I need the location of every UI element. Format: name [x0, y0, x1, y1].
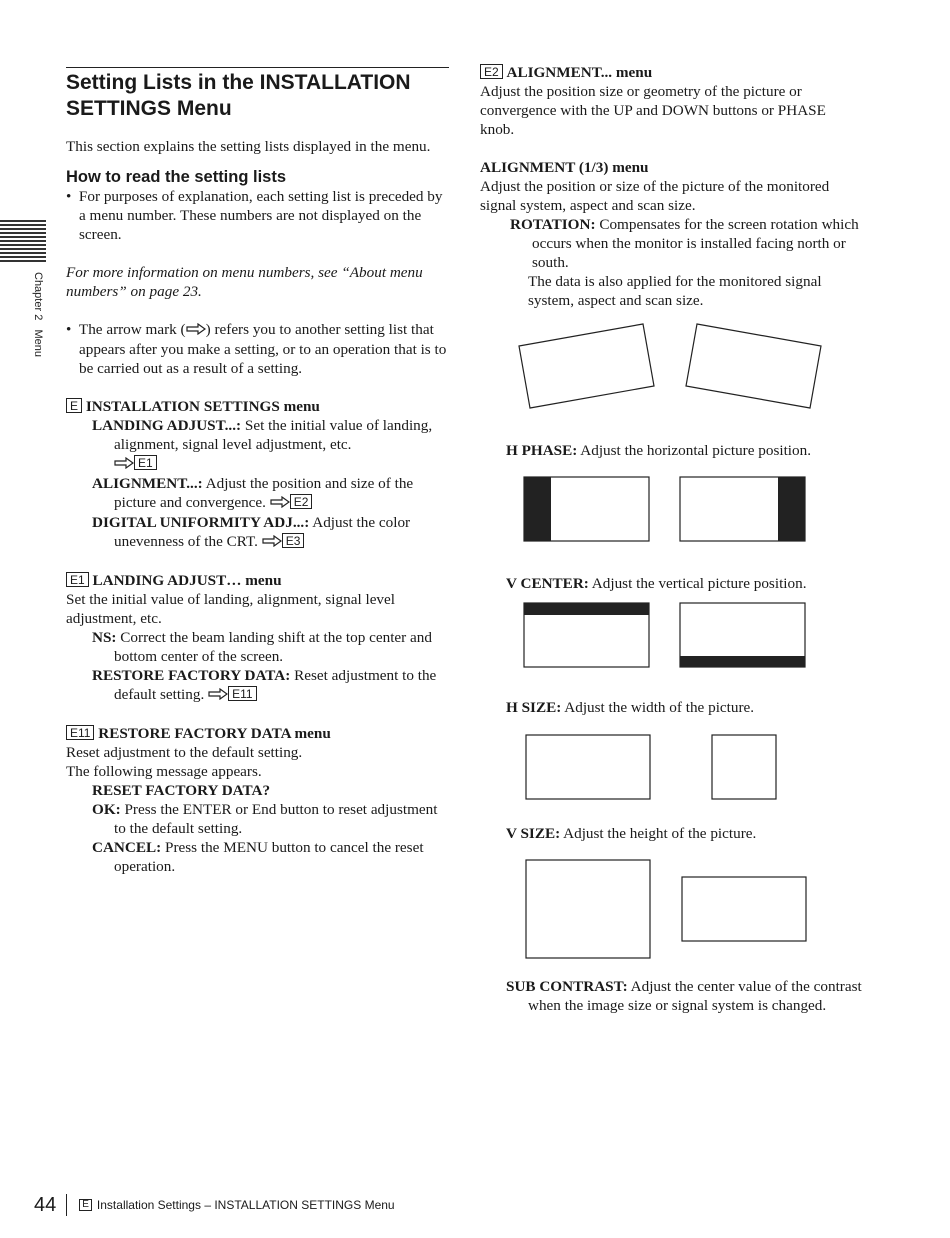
menu-e11-title: RESTORE FACTORY DATA menu [98, 725, 331, 742]
arrow-right-icon [262, 533, 282, 552]
item-label: H PHASE: [506, 442, 578, 459]
arrow-right-icon [186, 321, 206, 340]
item-label: H SIZE: [506, 699, 562, 716]
h-size-diagram [525, 734, 779, 801]
item-vsize [506, 824, 866, 843]
chapter-label: Chapter 2 [32, 272, 44, 321]
v-center-diagram [523, 602, 807, 669]
menu-ref-badge: E2 [290, 494, 313, 509]
item-hphase [506, 441, 866, 460]
item-subcontrast [506, 977, 872, 1015]
right-column [480, 63, 862, 310]
item-label: RESET FACTORY DATA? [92, 782, 271, 799]
menu-e-heading [66, 397, 449, 416]
menu-code-badge: E [66, 398, 82, 413]
item-text: Adjust the color unevenness of the CRT. [114, 514, 411, 550]
menu-code-badge: E1 [66, 572, 89, 587]
h-phase-diagram [523, 476, 807, 543]
bullet-text-2b: ) refers you to another setting list that appears after you make a setting, or to an operation that is to be carried out as a result of a setting. [79, 321, 447, 377]
chapter-tab-label [32, 272, 44, 357]
menu-e1-item-ns [88, 628, 449, 666]
how-to-read-heading: How to read the setting lists [66, 168, 287, 186]
arrow-right-icon [270, 494, 290, 513]
menu-e11-item-cancel [88, 838, 449, 876]
alignment-1-3-desc: Adjust the position or size of the picture of the monitored signal system, aspect and scan size. [480, 178, 830, 214]
note-text: For more information on menu numbers, see “About menu numbers” on page 23. [66, 264, 423, 300]
footer-code-badge: E [79, 1199, 92, 1211]
item-label: LANDING ADJUST...: [92, 417, 242, 434]
sub-title: ALIGNMENT (1/3) menu [480, 159, 649, 176]
menu-e11-desc1: Reset adjustment to the default setting. [66, 744, 303, 761]
menu-e2-title: ALIGNMENT... menu [506, 64, 653, 81]
section-title-line1: Setting Lists in the INSTALLATION [66, 71, 411, 94]
item-hsize [506, 698, 866, 717]
menu-code-badge: E2 [480, 64, 503, 79]
item-text: Adjust the width of the picture. [561, 699, 755, 716]
alignment-1-3-heading [480, 158, 862, 177]
item-text: Compensates for the screen rotation which occurs when the monitor is installed facing north or south. [532, 216, 859, 271]
item-text: Correct the beam landing shift at the top center and bottom center of the screen. [114, 629, 432, 665]
menu-e2-desc: Adjust the position size or geometry of the picture or convergence with the UP and DOWN buttons or PHASE knob. [480, 83, 826, 138]
left-column [66, 137, 449, 876]
menu-code-badge: E11 [66, 725, 94, 740]
item-label: V CENTER: [506, 575, 589, 592]
item-text: Press the MENU button to cancel the reset operation. [114, 839, 424, 875]
footer-divider [66, 1194, 67, 1216]
menu-e-item-digital [88, 513, 449, 552]
bullet-item-2: • The arrow mark ( ) refers you to another setting list that appears after you make a setting, or to an operation that is to be carried out as a result of a setting. [66, 321, 447, 377]
item-label: NS: [92, 629, 117, 646]
item-label: SUB CONTRAST: [506, 978, 628, 995]
item-label: OK: [92, 801, 121, 818]
item-text: Reset adjustment to the default setting. [114, 667, 437, 703]
page-footer [34, 1192, 395, 1218]
footer-text: Installation Settings – INSTALLATION SETTINGS Menu [96, 1198, 395, 1212]
item-text: Adjust the position and size of the picture and convergence. [114, 475, 414, 511]
section-intro: This section explains the setting lists displayed in the menu. [66, 138, 431, 155]
menu-e1-desc: Set the initial value of landing, alignment, signal level adjustment, etc. [66, 591, 395, 627]
bullet-text-2a: The arrow mark ( [78, 321, 186, 338]
item-text: Adjust the vertical picture position. [588, 575, 807, 592]
menu-e11-heading [66, 724, 449, 743]
item-rotation [506, 215, 862, 272]
item-label: RESTORE FACTORY DATA: [92, 667, 291, 684]
menu-e-item-alignment [88, 474, 449, 513]
menu-e1-heading [66, 571, 449, 590]
menu-e1-title: LANDING ADJUST… menu [92, 572, 282, 589]
item-text: Adjust the horizontal picture position. [577, 442, 811, 459]
v-size-diagram [525, 859, 809, 961]
menu-e-title: INSTALLATION SETTINGS menu [85, 398, 320, 415]
bullet-item-1: • For purposes of explanation, each setting list is preceded by a menu number. These numbers are not displayed on the screen. [66, 188, 443, 243]
item-vcenter [506, 574, 866, 593]
rotation-diagram [510, 318, 830, 414]
item-text: Adjust the center value of the contrast when the image size or signal system is changed. [528, 978, 862, 1014]
menu-ref-badge: E3 [282, 533, 305, 548]
menu-ref-badge: E1 [134, 455, 157, 470]
menu-e11-item-ok [88, 800, 449, 838]
menu-e1-item-restore [88, 666, 449, 705]
menu-e11-message [88, 781, 449, 800]
menu-e2-heading [480, 63, 862, 82]
bullet-text-1: For purposes of explanation, each setting list is preceded by a menu number. These numbers are not displayed on the screen. [78, 188, 443, 243]
arrow-right-icon [114, 455, 134, 474]
section-title [66, 70, 456, 122]
item-text: Press the ENTER or End button to reset adjustment to the default setting. [114, 801, 438, 837]
title-rule [66, 67, 449, 68]
item-label: CANCEL: [92, 839, 162, 856]
chapter-menu-label: Menu [32, 329, 44, 358]
chapter-tab-stripes [0, 220, 46, 266]
section-title-line2: SETTINGS Menu [66, 97, 232, 120]
item-label: ALIGNMENT...: [92, 475, 203, 492]
arrow-right-icon [208, 686, 228, 705]
menu-e11-desc2: The following message appears. [66, 763, 262, 780]
menu-e-item-landing [88, 416, 449, 474]
item-text: Set the initial value of landing, alignment, signal level adjustment, etc. [114, 417, 433, 453]
menu-ref-badge: E11 [228, 686, 256, 701]
item-label: V SIZE: [506, 825, 561, 842]
item-label: ROTATION: [510, 216, 596, 233]
item-text: Adjust the height of the picture. [560, 825, 757, 842]
item-label: DIGITAL UNIFORMITY ADJ...: [92, 514, 310, 531]
page-number: 44 [34, 1193, 57, 1216]
item-rotation-text2: The data is also applied for the monitored signal system, aspect and scan size. [528, 273, 822, 309]
